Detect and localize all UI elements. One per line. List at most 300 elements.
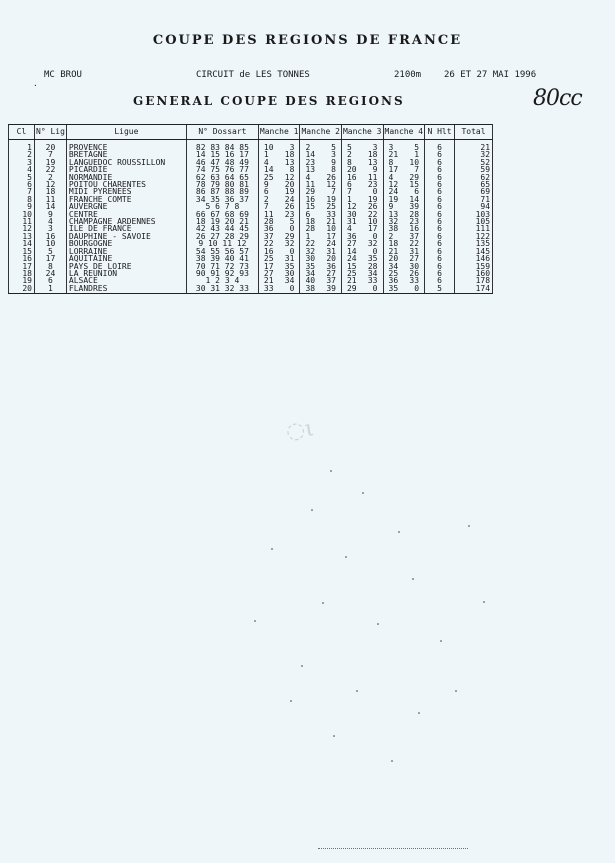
paper-stain: ◌ι	[284, 416, 316, 445]
rank-cell: 1	[9, 140, 35, 152]
heat-3-cell-rider-a: 4	[346, 225, 352, 233]
heat-3-cell-rider-b: 17	[367, 225, 378, 233]
heat-3-cell-rider-a: 20	[346, 166, 357, 174]
heat-3-cell-rider-a: 31	[346, 218, 357, 226]
heat-2-cell	[300, 188, 342, 195]
riders-cell: 6	[425, 218, 455, 225]
heat-4-cell-rider-b: 14	[409, 195, 420, 204]
heat-1-cell-rider-b: 31	[284, 255, 295, 263]
heat-2-cell-rider-a: 38	[305, 284, 316, 293]
heat-3-cell-rider-a: 12	[346, 203, 357, 211]
heat-2-cell-rider-b: 7	[331, 188, 336, 196]
heat-2-cell	[300, 140, 342, 152]
heat-3-cell-rider-a: 8	[346, 158, 352, 167]
league-number-cell: 19	[35, 159, 67, 166]
league-name-cell: LORRAINE	[66, 248, 186, 255]
heat-4-cell-rider-b: 39	[409, 203, 420, 211]
scan-speck	[391, 760, 393, 762]
scan-speck	[271, 548, 273, 550]
heat-4-cell-rider-a: 9	[388, 203, 394, 211]
bib-numbers-cell: 62 63 64 65	[186, 174, 258, 181]
heat-4-cell-rider-b: 29	[409, 173, 420, 182]
heat-2-cell	[300, 255, 342, 262]
heat-1-cell-rider-b: 23	[284, 210, 295, 219]
heat-1-cell-rider-b: 19	[284, 188, 295, 196]
total-cell: 111	[455, 225, 493, 232]
bib-numbers-cell: 5 6 7 8	[186, 203, 258, 210]
league-name-cell: MIDI PYRENEES	[66, 188, 186, 195]
heat-2-cell-rider-a: 34	[305, 269, 316, 278]
heat-1-cell-rider-a: 1	[263, 151, 269, 159]
league-name-cell: CENTRE	[66, 211, 186, 218]
total-cell: 94	[455, 203, 493, 210]
heat-2-cell-rider-a: 32	[305, 247, 316, 256]
heat-3-cell-rider-a: 6	[346, 181, 352, 189]
circuit-name: CIRCUIT de LES TONNES	[196, 70, 310, 80]
heat-2-cell	[300, 174, 342, 181]
col-header-heat-2: Manche 2	[300, 125, 342, 140]
bib-numbers-cell: 26 27 28 29	[186, 233, 258, 240]
riders-cell: 6	[425, 151, 455, 158]
heat-3-cell-rider-a: 29	[346, 284, 357, 293]
heat-4-cell-rider-a: 18	[388, 240, 399, 248]
total-cell: 160	[455, 270, 493, 277]
heat-2-cell-rider-b: 9	[331, 158, 336, 167]
heat-1-cell-rider-a: 37	[263, 232, 274, 241]
heat-1-cell-rider-b: 20	[284, 181, 295, 189]
heat-1-cell-rider-b: 13	[284, 158, 295, 167]
heat-2-cell-rider-b: 37	[326, 277, 336, 285]
heat-1-cell-rider-a: 17	[263, 262, 274, 270]
riders-cell: 6	[425, 166, 455, 173]
heat-2-cell	[300, 151, 342, 158]
heat-1-cell	[258, 196, 300, 203]
heat-4-cell	[383, 277, 425, 284]
rank-cell: 12	[9, 225, 35, 232]
heat-2-cell	[300, 285, 342, 294]
league-name-cell: CHAMPAGNE ARDENNES	[66, 218, 186, 225]
heat-4-cell-rider-b: 7	[414, 166, 420, 174]
heat-1-cell-rider-b: 30	[284, 269, 295, 278]
table-row	[9, 255, 493, 262]
rank-cell: 7	[9, 188, 35, 195]
col-header-league: Ligue	[66, 125, 186, 140]
rank-cell: 10	[9, 211, 35, 218]
col-header-league-number: N° Lig	[35, 125, 67, 140]
table-row	[9, 140, 493, 152]
heat-4-cell-rider-a: 20	[388, 255, 399, 263]
heat-4-cell-rider-a: 19	[388, 195, 399, 204]
heat-1-cell	[258, 270, 300, 277]
col-header-heat-3: Manche 3	[341, 125, 383, 140]
rank-cell: 3	[9, 159, 35, 166]
riders-cell: 6	[425, 255, 455, 262]
bib-numbers-cell: 74 75 76 77	[186, 166, 258, 173]
riders-cell: 6	[425, 203, 455, 210]
heat-2-cell-rider-b: 31	[326, 247, 336, 256]
table-row	[9, 174, 493, 181]
scan-speck	[330, 470, 332, 472]
heat-1-cell	[258, 140, 300, 152]
total-cell: 122	[455, 233, 493, 240]
bib-numbers-cell: 46 47 48 49	[186, 159, 258, 166]
table-row	[9, 166, 493, 173]
heat-4-cell-rider-a: 25	[388, 269, 399, 278]
handwritten-note: 80cc	[533, 86, 582, 111]
heat-1-cell-rider-a: 4	[263, 158, 269, 167]
heat-3-cell-rider-a: 25	[346, 269, 357, 278]
heat-2-cell-rider-a: 22	[305, 240, 316, 248]
heat-3-cell-rider-b: 34	[367, 269, 378, 278]
total-cell: 32	[455, 151, 493, 158]
heat-1-cell-rider-a: 10	[263, 143, 274, 152]
heat-3-cell	[341, 196, 383, 203]
heat-2-cell-rider-b: 17	[326, 232, 336, 241]
heat-3-cell	[341, 240, 383, 247]
heat-4-cell-rider-a: 32	[388, 218, 399, 226]
heat-4-cell	[383, 218, 425, 225]
bib-numbers-cell: 18 19 20 21	[186, 218, 258, 225]
col-header-total: Total	[455, 125, 493, 140]
heat-2-cell	[300, 233, 342, 240]
bib-numbers-cell: 78 79 80 81	[186, 181, 258, 188]
heat-2-cell-rider-a: 15	[305, 203, 316, 211]
table-row	[9, 181, 493, 188]
table-row	[9, 248, 493, 255]
heat-3-cell	[341, 174, 383, 181]
heat-1-cell-rider-b: 5	[289, 218, 295, 226]
heat-3-cell-rider-b: 18	[367, 151, 378, 159]
heat-3-cell-rider-b: 10	[367, 218, 378, 226]
heat-4-cell	[383, 196, 425, 203]
heat-2-cell-rider-a: 14	[305, 151, 316, 159]
league-number-cell: 16	[35, 233, 67, 240]
table-row	[9, 240, 493, 247]
heat-1-cell-rider-b: 3	[289, 143, 295, 152]
heat-3-cell	[341, 255, 383, 262]
heat-3-cell-rider-a: 1	[346, 195, 352, 204]
heat-4-cell	[383, 270, 425, 277]
col-header-riders: N Hlt	[425, 125, 455, 140]
rank-cell: 18	[9, 270, 35, 277]
heat-4-cell-rider-b: 22	[409, 240, 420, 248]
riders-cell: 5	[425, 285, 455, 294]
bib-numbers-cell: 82 83 84 85	[186, 140, 258, 152]
total-cell: 105	[455, 218, 493, 225]
heat-4-cell-rider-b: 16	[409, 225, 420, 233]
league-name-cell: NORMANDIE	[66, 174, 186, 181]
heat-1-cell-rider-b: 18	[284, 151, 295, 159]
heat-3-cell-rider-a: 7	[346, 188, 352, 196]
heat-4-cell	[383, 140, 425, 152]
heat-3-cell	[341, 188, 383, 195]
league-number-cell: 8	[35, 263, 67, 270]
rank-cell: 6	[9, 181, 35, 188]
bib-numbers-cell: 1 2 3 4	[186, 277, 258, 284]
scan-speck	[345, 556, 347, 558]
heat-2-cell-rider-a: 2	[305, 143, 311, 152]
heat-2-cell	[300, 166, 342, 173]
league-name-cell: ILE DE FRANCE	[66, 225, 186, 232]
heat-1-cell	[258, 211, 300, 218]
table-row	[9, 218, 493, 225]
rank-cell: 5	[9, 174, 35, 181]
table-row	[9, 225, 493, 232]
bib-numbers-cell: 86 87 88 89	[186, 188, 258, 195]
heat-3-cell-rider-b: 0	[372, 232, 378, 241]
heat-4-cell-rider-b: 1	[414, 151, 420, 159]
bib-numbers-cell: 38 39 40 41	[186, 255, 258, 262]
heat-4-cell	[383, 285, 425, 294]
heat-1-cell-rider-a: 14	[263, 166, 274, 174]
heat-3-cell	[341, 159, 383, 166]
total-cell: 146	[455, 255, 493, 262]
heat-4-cell	[383, 240, 425, 247]
league-name-cell: FLANDRES	[66, 285, 186, 294]
col-header-heat-4: Manche 4	[383, 125, 425, 140]
heat-2-cell-rider-a: 6	[305, 210, 311, 219]
heat-4-cell	[383, 188, 425, 195]
heat-1-cell-rider-a: 25	[263, 173, 274, 182]
heat-4-cell	[383, 233, 425, 240]
event-dates: 26 ET 27 MAI 1996	[444, 70, 537, 80]
rank-cell: 11	[9, 218, 35, 225]
page-title: COUPE DES REGIONS DE FRANCE	[152, 33, 463, 48]
heat-4-cell	[383, 166, 425, 173]
heat-4-cell-rider-a: 8	[388, 158, 394, 167]
heat-2-cell-rider-b: 19	[326, 195, 336, 204]
heat-3-cell	[341, 225, 383, 232]
heat-3-cell	[341, 140, 383, 152]
heat-2-cell	[300, 203, 342, 210]
heat-1-cell	[258, 166, 300, 173]
total-cell: 62	[455, 174, 493, 181]
heat-1-cell-rider-a: 6	[263, 188, 269, 196]
league-name-cell: PICARDIE	[66, 166, 186, 173]
heat-1-cell	[258, 285, 300, 294]
heat-1-cell-rider-b: 32	[284, 240, 295, 248]
heat-3-cell-rider-a: 14	[346, 247, 357, 256]
heat-4-cell-rider-b: 15	[409, 181, 420, 189]
league-number-cell: 20	[35, 140, 67, 152]
heat-1-cell-rider-a: 22	[263, 240, 274, 248]
scan-speck	[483, 601, 485, 603]
rank-cell: 13	[9, 233, 35, 240]
league-number-cell: 18	[35, 188, 67, 195]
league-number-cell: 7	[35, 151, 67, 158]
riders-cell: 6	[425, 174, 455, 181]
heat-1-cell-rider-a: 7	[263, 203, 269, 211]
heat-1-cell-rider-a: 27	[263, 269, 274, 278]
total-cell: 159	[455, 263, 493, 270]
heat-4-cell-rider-b: 28	[409, 210, 420, 219]
heat-4-cell-rider-b: 30	[409, 262, 420, 270]
heat-1-cell-rider-b: 0	[289, 225, 295, 233]
heat-4-cell-rider-a: 21	[388, 151, 399, 159]
heat-2-cell-rider-a: 28	[305, 225, 316, 233]
scan-speck	[377, 623, 379, 625]
league-number-cell: 5	[35, 248, 67, 255]
bib-numbers-cell: 54 55 56 57	[186, 248, 258, 255]
league-number-cell: 3	[35, 225, 67, 232]
heat-3-cell	[341, 277, 383, 284]
col-header-rank: Cl	[9, 125, 35, 140]
league-number-cell: 2	[35, 174, 67, 181]
heat-1-cell	[258, 240, 300, 247]
heat-2-cell	[300, 248, 342, 255]
rank-cell: 16	[9, 255, 35, 262]
total-cell: 145	[455, 248, 493, 255]
scan-speck	[356, 690, 358, 692]
riders-cell: 6	[425, 240, 455, 247]
heat-1-cell	[258, 218, 300, 225]
scan-speck	[468, 525, 470, 527]
heat-1-cell	[258, 263, 300, 270]
heat-2-cell-rider-b: 33	[326, 210, 336, 219]
heat-1-cell-rider-a: 16	[263, 247, 274, 256]
heat-3-cell	[341, 218, 383, 225]
heat-2-cell	[300, 218, 342, 225]
table-row	[9, 196, 493, 203]
heat-4-cell-rider-a: 4	[388, 173, 394, 182]
bib-numbers-cell: 66 67 68 69	[186, 211, 258, 218]
riders-cell: 6	[425, 277, 455, 284]
heat-1-cell-rider-a: 36	[263, 225, 274, 233]
heat-3-cell-rider-a: 21	[346, 277, 357, 285]
total-cell: 135	[455, 240, 493, 247]
heat-2-cell-rider-a: 30	[305, 255, 316, 263]
heat-4-cell	[383, 225, 425, 232]
table-row	[9, 263, 493, 270]
heat-1-cell	[258, 233, 300, 240]
heat-2-cell	[300, 211, 342, 218]
league-name-cell: LA REUNION	[66, 270, 186, 277]
scan-speck	[311, 509, 313, 511]
heat-1-cell	[258, 159, 300, 166]
heat-4-cell-rider-b: 31	[409, 247, 420, 256]
heat-1-cell-rider-b: 35	[284, 262, 295, 270]
heat-2-cell	[300, 270, 342, 277]
scan-speck	[290, 700, 292, 702]
heat-1-cell	[258, 248, 300, 255]
heat-2-cell-rider-b: 10	[326, 225, 336, 233]
heat-2-cell-rider-b: 21	[326, 218, 336, 226]
heat-1-cell-rider-a: 33	[263, 284, 274, 293]
scan-speck	[333, 735, 335, 737]
heat-2-cell	[300, 277, 342, 284]
heat-3-cell	[341, 151, 383, 158]
heat-3-cell-rider-b: 19	[367, 195, 378, 204]
heat-3-cell-rider-b: 3	[372, 143, 378, 152]
heat-3-cell-rider-b: 0	[372, 284, 378, 293]
table-row	[9, 285, 493, 294]
heat-1-cell-rider-a: 25	[263, 255, 274, 263]
results-table	[8, 124, 493, 294]
heat-4-cell	[383, 255, 425, 262]
heat-4-cell-rider-a: 38	[388, 225, 399, 233]
heat-2-cell-rider-a: 16	[305, 195, 316, 204]
heat-4-cell	[383, 203, 425, 210]
heat-1-cell-rider-a: 11	[263, 210, 274, 219]
league-name-cell: POITOU CHARENTES	[66, 181, 186, 188]
heat-3-cell-rider-a: 30	[346, 210, 357, 219]
heat-3-cell	[341, 181, 383, 188]
heat-4-cell-rider-b: 33	[409, 277, 420, 285]
bib-numbers-cell: 30 31 32 33	[186, 285, 258, 294]
rank-cell: 9	[9, 203, 35, 210]
heat-3-cell-rider-a: 16	[346, 173, 357, 182]
rank-cell: 15	[9, 248, 35, 255]
scan-speck	[398, 531, 400, 533]
riders-cell: 6	[425, 233, 455, 240]
heat-3-cell-rider-b: 35	[367, 255, 378, 263]
heat-1-cell	[258, 181, 300, 188]
heat-2-cell-rider-b: 39	[326, 284, 336, 293]
table-row	[9, 151, 493, 158]
heat-4-cell	[383, 263, 425, 270]
total-cell: 59	[455, 166, 493, 173]
heat-2-cell-rider-b: 20	[326, 255, 336, 263]
heat-3-cell-rider-b: 23	[367, 181, 378, 189]
league-name-cell: PAYS DE LOIRE	[66, 263, 186, 270]
heat-2-cell-rider-a: 13	[305, 166, 316, 174]
scan-speck	[412, 578, 414, 580]
heat-2-cell-rider-a: 18	[305, 218, 316, 226]
heat-1-cell-rider-a: 21	[263, 277, 274, 285]
heat-4-cell-rider-b: 10	[409, 158, 420, 167]
table-row	[9, 270, 493, 277]
league-name-cell: FRANCHE COMTE	[66, 196, 186, 203]
heat-2-cell-rider-b: 12	[326, 181, 336, 189]
rank-cell: 19	[9, 277, 35, 284]
total-cell: 69	[455, 188, 493, 195]
heat-4-cell-rider-b: 0	[414, 284, 420, 293]
bib-numbers-cell: 9 10 11 12	[186, 240, 258, 247]
riders-cell: 6	[425, 211, 455, 218]
heat-3-cell-rider-b: 32	[367, 240, 378, 248]
heat-2-cell-rider-a: 1	[305, 232, 311, 241]
league-number-cell: 11	[35, 196, 67, 203]
heat-1-cell-rider-b: 34	[284, 277, 295, 285]
table-header-row	[9, 125, 493, 140]
heat-1-cell-rider-b: 12	[284, 173, 295, 182]
rank-cell: 8	[9, 196, 35, 203]
heat-3-cell	[341, 233, 383, 240]
riders-cell: 6	[425, 188, 455, 195]
heat-4-cell-rider-a: 36	[388, 277, 399, 285]
heat-2-cell-rider-b: 25	[326, 203, 336, 211]
rank-cell: 14	[9, 240, 35, 247]
heat-2-cell-rider-b: 27	[326, 269, 336, 278]
heat-3-cell-rider-a: 27	[346, 240, 357, 248]
heat-1-cell-rider-a: 2	[263, 195, 269, 204]
bib-numbers-cell: 14 15 16 17	[186, 151, 258, 158]
riders-cell: 6	[425, 248, 455, 255]
scan-speck	[418, 712, 420, 714]
total-cell: 178	[455, 277, 493, 284]
rank-cell: 4	[9, 166, 35, 173]
riders-cell: 6	[425, 159, 455, 166]
heat-4-cell-rider-a: 35	[388, 284, 399, 293]
riders-cell: 6	[425, 225, 455, 232]
heat-4-cell-rider-a: 3	[388, 143, 394, 152]
league-name-cell: BOURGOGNE	[66, 240, 186, 247]
league-number-cell: 9	[35, 211, 67, 218]
total-cell: 52	[455, 159, 493, 166]
heat-4-cell-rider-a: 12	[388, 181, 399, 189]
heat-3-cell-rider-b: 9	[372, 166, 378, 174]
heat-3-cell-rider-a: 36	[346, 232, 357, 241]
